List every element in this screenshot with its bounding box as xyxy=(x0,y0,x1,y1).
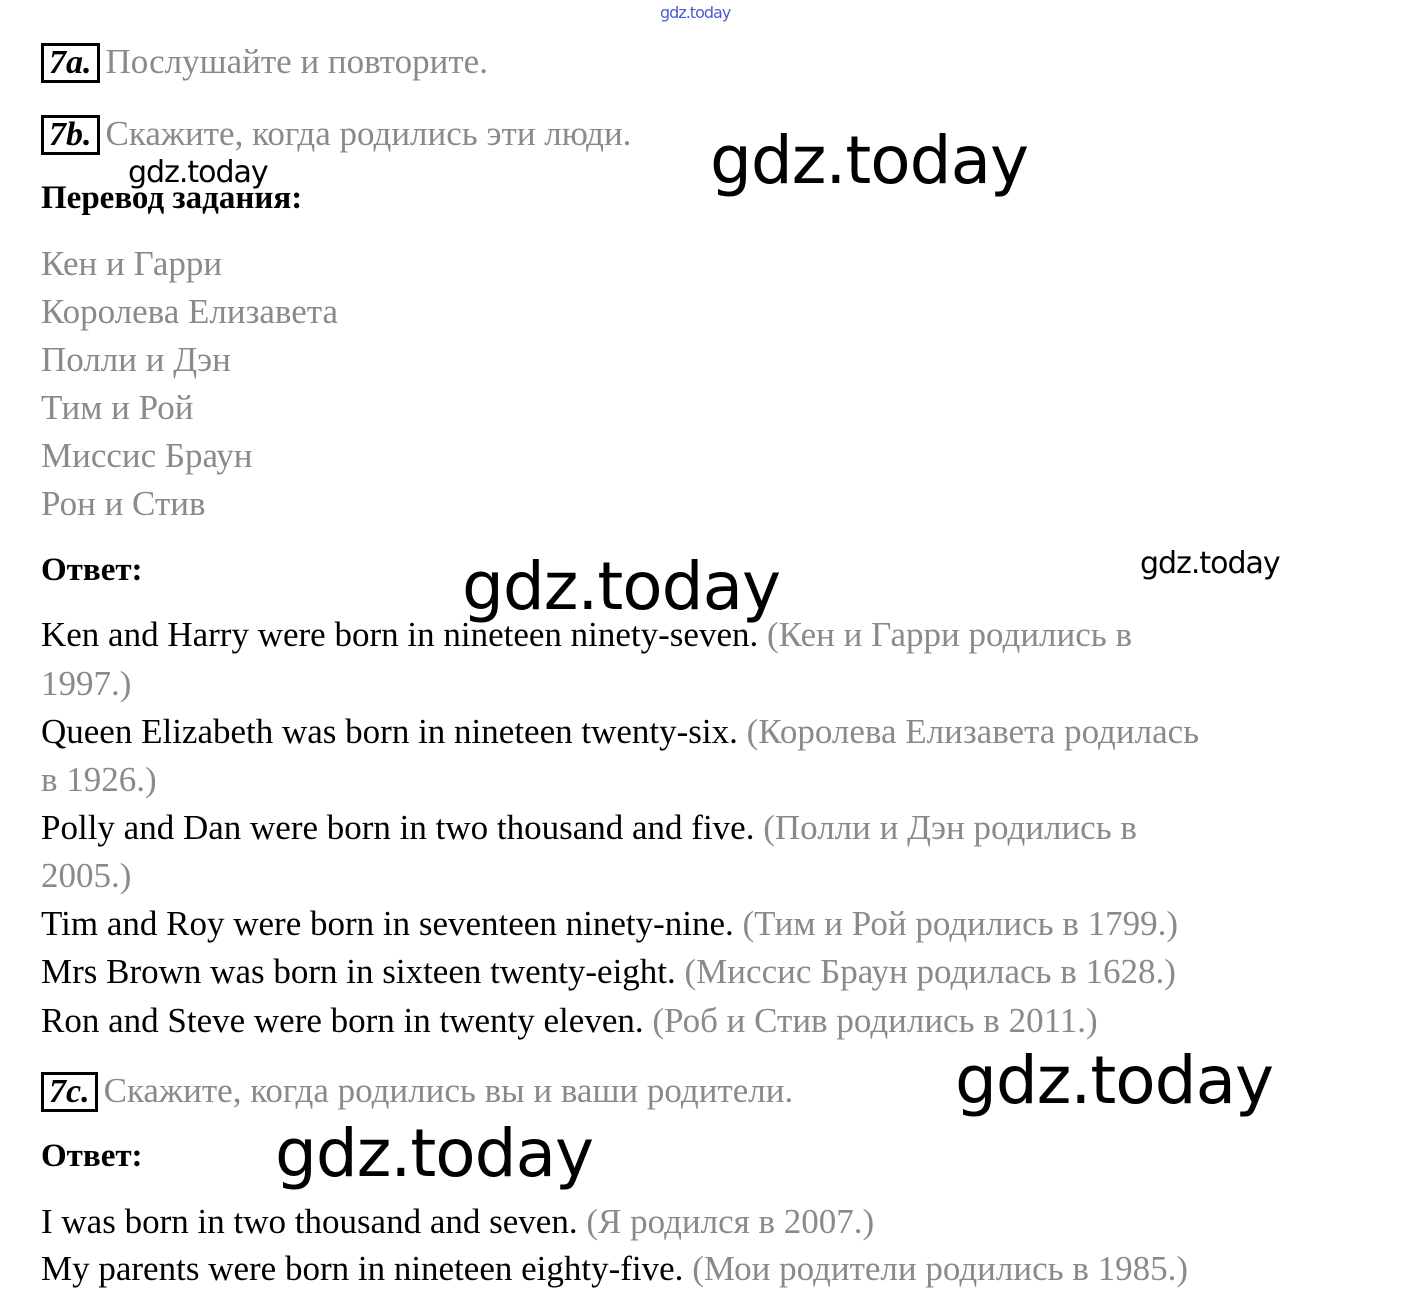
translation-heading: Перевод задания: xyxy=(41,180,303,216)
answer-line xyxy=(41,952,1176,992)
translation-item: Миссис Браун xyxy=(41,436,253,475)
answer-english: Mrs Brown was born in sixteen twenty-eight. xyxy=(41,952,676,991)
translation-item: Королева Елизавета xyxy=(41,292,339,331)
translation-item: Кен и Гарри xyxy=(41,244,223,283)
watermark-right: gdz.today xyxy=(1140,546,1280,581)
task-7a-label: 7a. xyxy=(41,43,100,83)
watermark-large: gdz.today xyxy=(710,122,1029,199)
task-7c-text: Скажите, когда родились вы и ваши родители. xyxy=(103,1071,794,1110)
task-7b-text: Скажите, когда родились эти люди. xyxy=(105,114,632,153)
watermark-mid: gdz.today xyxy=(462,548,781,625)
answer-heading-7b: Ответ: xyxy=(41,552,143,588)
answer-english: My parents were born in nineteen eighty-five. xyxy=(41,1249,684,1288)
answer-translation: (Королева Елизавета родилась xyxy=(746,712,1200,751)
answer-line xyxy=(41,808,1137,848)
answer-translation: (Тим и Рой родились в 1799.) xyxy=(742,904,1179,943)
answer-translation: (Полли и Дэн родились в xyxy=(763,808,1137,847)
answer-english: Ken and Harry were born in nineteen ninety-seven. xyxy=(41,615,759,654)
task-7a-text: Послушайте и повторите. xyxy=(105,42,488,81)
answer-translation: (Кен и Гарри родились в xyxy=(766,615,1133,654)
answer-heading-7c: Ответ: xyxy=(41,1138,143,1174)
answer-line xyxy=(41,1202,874,1242)
watermark-small: gdz.today xyxy=(128,155,268,190)
watermark-lower-right: gdz.today xyxy=(955,1042,1274,1119)
answer-line xyxy=(41,1249,1188,1289)
translation-item: Полли и Дэн xyxy=(41,340,231,379)
answer-line xyxy=(41,1001,1098,1041)
answer-translation: (Я родился в 2007.) xyxy=(586,1202,875,1241)
task-7b-label: 7b. xyxy=(41,115,100,155)
answer-translation: (Миссис Браун родилась в 1628.) xyxy=(684,952,1176,991)
translation-item: Рон и Стив xyxy=(41,484,206,523)
answer-translation: (Мои родители родились в 1985.) xyxy=(692,1249,1189,1288)
translation-item: Тим и Рой xyxy=(41,388,194,427)
answer-english: Tim and Roy were born in seventeen ninety-nine. xyxy=(41,904,734,943)
answer-line xyxy=(41,712,1199,752)
task-7b xyxy=(41,114,631,155)
answer-translation: (Роб и Стив родились в 2011.) xyxy=(652,1001,1098,1040)
task-7c-label: 7c. xyxy=(41,1072,98,1112)
answer-english: Polly and Dan were born in two thousand and five. xyxy=(41,808,755,847)
answer-line xyxy=(41,904,1178,944)
task-7a xyxy=(41,42,488,83)
watermark-bottom: gdz.today xyxy=(275,1115,594,1192)
answer-translation-cont: 2005.) xyxy=(41,856,132,895)
answer-english: Ron and Steve were born in twenty eleven. xyxy=(41,1001,644,1040)
answer-english: Queen Elizabeth was born in nineteen twenty-six. xyxy=(41,712,738,751)
answer-line xyxy=(41,615,1132,655)
answer-translation-cont: в 1926.) xyxy=(41,760,157,799)
task-7c xyxy=(41,1071,793,1112)
answer-english: I was born in two thousand and seven. xyxy=(41,1202,578,1241)
answer-translation-cont: 1997.) xyxy=(41,664,132,703)
watermark-top: gdz.today xyxy=(660,3,731,22)
